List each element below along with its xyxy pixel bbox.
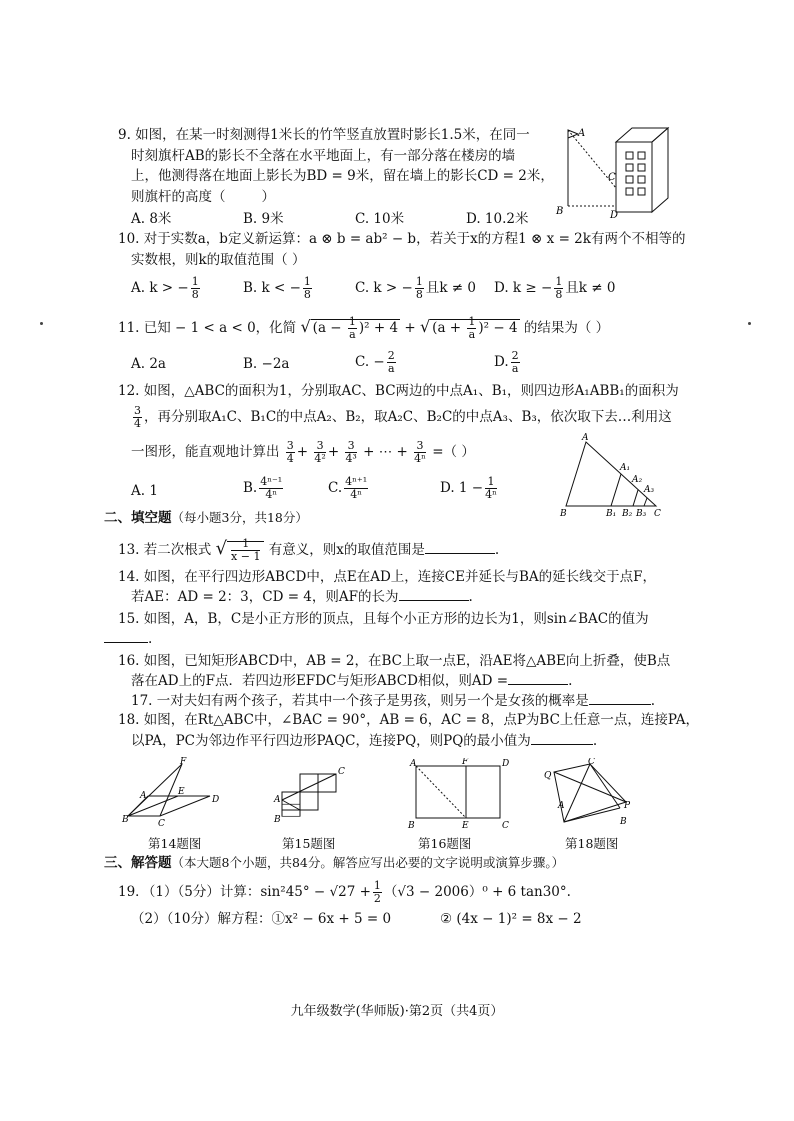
- q9-option-d: D. 10.2米: [466, 211, 529, 227]
- q18-answer-blank[interactable]: [531, 732, 593, 745]
- figure-q9: [550, 122, 680, 222]
- figure-q18: [540, 758, 640, 830]
- q10-line1: 10. 对于实数a，b定义新运算：a ⊗ b = ab² − b，若关于x的方程1 ⊗ x = 2k有两个不相等的: [118, 231, 686, 247]
- fig12-label-c: C: [654, 509, 661, 518]
- q10-option-d: D. k ≥ − $\frac{1}{8}$ 且k ≠ 0: [494, 275, 616, 301]
- page-footer: 九年级数学(华师版)·第2页（共4页）: [290, 1004, 504, 1019]
- q9-option-b: B. 9米: [243, 211, 284, 227]
- q9-option-c: C. 10米: [355, 211, 405, 227]
- caption-fig16: 第16题图: [418, 836, 472, 851]
- q14-line1: 14. 如图，在平行四边形ABCD中，点E在AD上，连接CE并延长与BA的延长线交于点F，: [118, 569, 656, 585]
- fig12-label-a1: A₁: [620, 463, 631, 473]
- q12-option-d: D. 1 − $\frac{1}{\text{4ⁿ}}$: [440, 475, 497, 501]
- q15-line2: .: [104, 630, 152, 648]
- figure-q14: [118, 756, 228, 832]
- q17-answer-blank[interactable]: [589, 692, 651, 705]
- fig15-label-b: B: [274, 815, 281, 825]
- fig9-label-a: A: [578, 128, 586, 139]
- q17-line1: 17. 一对夫妇有两个孩子，若其中一个孩子是男孩，则另一个是女孩的概率是 .: [131, 693, 656, 709]
- q16-answer-blank[interactable]: [508, 672, 568, 685]
- q10-option-a: A. k > − $\frac{1}{8}$: [131, 275, 199, 301]
- q14-line2: 若AE：AD = 2：3，CD = 4，则AF的长为 .: [131, 589, 473, 605]
- q13-line: 13. 若二次根式 √ $\frac{1}{x - 1}$ 有意义，则x的取值范围是 .: [118, 537, 500, 563]
- section-solve: 三、解答题（本大题8个小题，共84分。解答应写出必要的文字说明或演算步骤。）: [104, 855, 565, 871]
- fig12-label-b2: B₂: [622, 509, 633, 518]
- q15-line1: 15. 如图，A，B，C是小正方形的顶点，且每个小正方形的边长为1，则sin∠BAC的值为: [118, 611, 649, 627]
- fig9-label-b: B: [556, 206, 564, 217]
- fig16-label-d: D: [502, 759, 510, 769]
- q15-answer-blank[interactable]: [104, 630, 148, 643]
- q12-option-a: A. 1: [131, 483, 158, 499]
- fig14-label-a: A: [140, 791, 147, 801]
- caption-fig18: 第18题图: [565, 836, 619, 851]
- figure-q12: [556, 432, 668, 518]
- q13-answer-blank[interactable]: [425, 541, 495, 554]
- q18-line1: 18. 如图，在Rt△ABC中，∠BAC = 90°，AB = 6，AC = 8，点P为BC上任意一点，连接PA，: [118, 712, 700, 728]
- q18-line2: 以PA，PC为邻边作平行四边形PAQC，连接PQ，则PQ的最小值为 .: [131, 733, 598, 749]
- fig16-label-a: A: [410, 759, 417, 769]
- figure-q16: [404, 758, 514, 830]
- section-fill-in: 二、填空题（每小题3分，共18分）: [104, 510, 308, 526]
- q19-line2b: ② (4x − 1)² = 8x − 2: [440, 911, 582, 927]
- fig16-label-c: C: [502, 821, 509, 830]
- fig15-label-a: A: [274, 795, 281, 805]
- fig12-label-b3: B₃: [636, 509, 647, 518]
- q14-answer-blank[interactable]: [399, 588, 469, 601]
- q19-line1: 19．（1）（5分）计算：sin²45° − √27 + $\frac{1}{2}$ （√3 − 2006）⁰ + 6 tan30°.: [118, 879, 571, 905]
- fig14-label-c: C: [158, 819, 165, 829]
- q12-option-c: C. $\frac{\text{4ⁿ⁺¹}}{\text{4ⁿ}}$: [328, 475, 368, 501]
- fig16-label-e: E: [462, 821, 469, 830]
- fig16-label-f: F: [462, 758, 469, 767]
- fig9-label-c: C: [608, 172, 616, 183]
- scan-speck: [748, 322, 751, 325]
- q12-option-b: B. $\frac{\text{4ⁿ⁻¹}}{\text{4ⁿ}}$: [243, 475, 283, 501]
- fig18-label-a: A: [558, 801, 565, 811]
- fig18-label-q: Q: [544, 771, 552, 781]
- q11-option-b: B. −2a: [243, 356, 290, 372]
- caption-fig15: 第15题图: [282, 836, 336, 851]
- q10-option-b: B. k < − $\frac{1}{8}$: [243, 275, 311, 301]
- q11-option-d: D. $\frac{2}{a}$: [494, 349, 519, 375]
- fig12-label-a3: A₃: [644, 485, 655, 495]
- figure-q15: [270, 764, 366, 828]
- q9-line4: 则旗杆的高度（ ）: [131, 189, 275, 205]
- fig12-label-a: A: [582, 433, 589, 443]
- fig12-label-b: B: [560, 509, 567, 518]
- q9-line3: 上，他测得落在地面上影长为BD = 9米，留在墙上的影长CD = 2米，: [131, 168, 554, 184]
- q11-option-c: C. − $\frac{2}{a}$: [355, 349, 395, 375]
- q9-line1: 9. 如图，在某一时刻测得1米长的竹竿竖直放置时影长1.5米，在同一: [118, 127, 530, 143]
- fig12-label-b1: B₁: [606, 509, 617, 518]
- q16-line1: 16. 如图，已知矩形ABCD中，AB = 2，在BC上取一点E，沿AE将△ABE向上折叠，使B点: [118, 653, 671, 669]
- fig15-label-c: C: [338, 767, 345, 777]
- q12-line1: 12. 如图，△ABC的面积为1，分别取AC、BC两边的中点A₁、B₁，则四边形A₁ABB₁的面积为: [118, 383, 679, 399]
- q12-line3: 一图形，能直观地计算出 $\frac{3}{4}$ + $\frac{3}{\text{4²}}$ + $\frac{3}{\text{4³}}$ + ⋯ + $\frac{3}{\text{4ⁿ}}$ =（ ）: [131, 439, 475, 465]
- q10-line2: 实数根，则k的取值范围（ ）: [131, 252, 306, 268]
- q9-line2: 时刻旗杆AB的影长不全落在水平地面上，有一部分落在楼房的墙: [131, 148, 516, 164]
- fig18-label-b: B: [620, 817, 627, 827]
- q12-line2: $\frac{3}{4}$ ，再分别取A₁C、B₁C的中点A₂、B₂，取A₂C、B₂C的中点A₃、B₃，依次取下去…利用这: [134, 404, 672, 430]
- fig16-label-b: B: [408, 821, 415, 830]
- q11-option-a: A. 2a: [131, 356, 166, 372]
- fig18-label-c: C: [588, 758, 595, 767]
- fig14-label-f: F: [180, 757, 187, 767]
- fig14-label-b: B: [122, 815, 129, 825]
- scan-speck: [40, 322, 43, 325]
- q11-line1: 11. 已知 − 1 < a < 0，化简 √ (a − $\frac{1}{a}$ )² + 4 + √ (a + $\frac{1}{a}$ )² − 4 的结果为（ ）: [118, 315, 610, 341]
- fig18-label-p: P: [624, 801, 631, 811]
- fig14-label-d: D: [212, 795, 220, 805]
- caption-fig14: 第14题图: [148, 836, 202, 851]
- fig14-label-e: E: [178, 787, 185, 797]
- q9-option-a: A. 8米: [131, 211, 172, 227]
- fig9-label-d: D: [610, 210, 619, 221]
- q16-line2: 落在AD上的F点．若四边形EFDC与矩形ABCD相似，则AD = .: [131, 673, 573, 689]
- q10-option-c: C. k > − $\frac{1}{8}$ 且k ≠ 0: [355, 275, 476, 301]
- q19-line2a: （2）（10分）解方程：①x² − 6x + 5 = 0: [131, 911, 392, 927]
- fig12-label-a2: A₂: [632, 475, 643, 485]
